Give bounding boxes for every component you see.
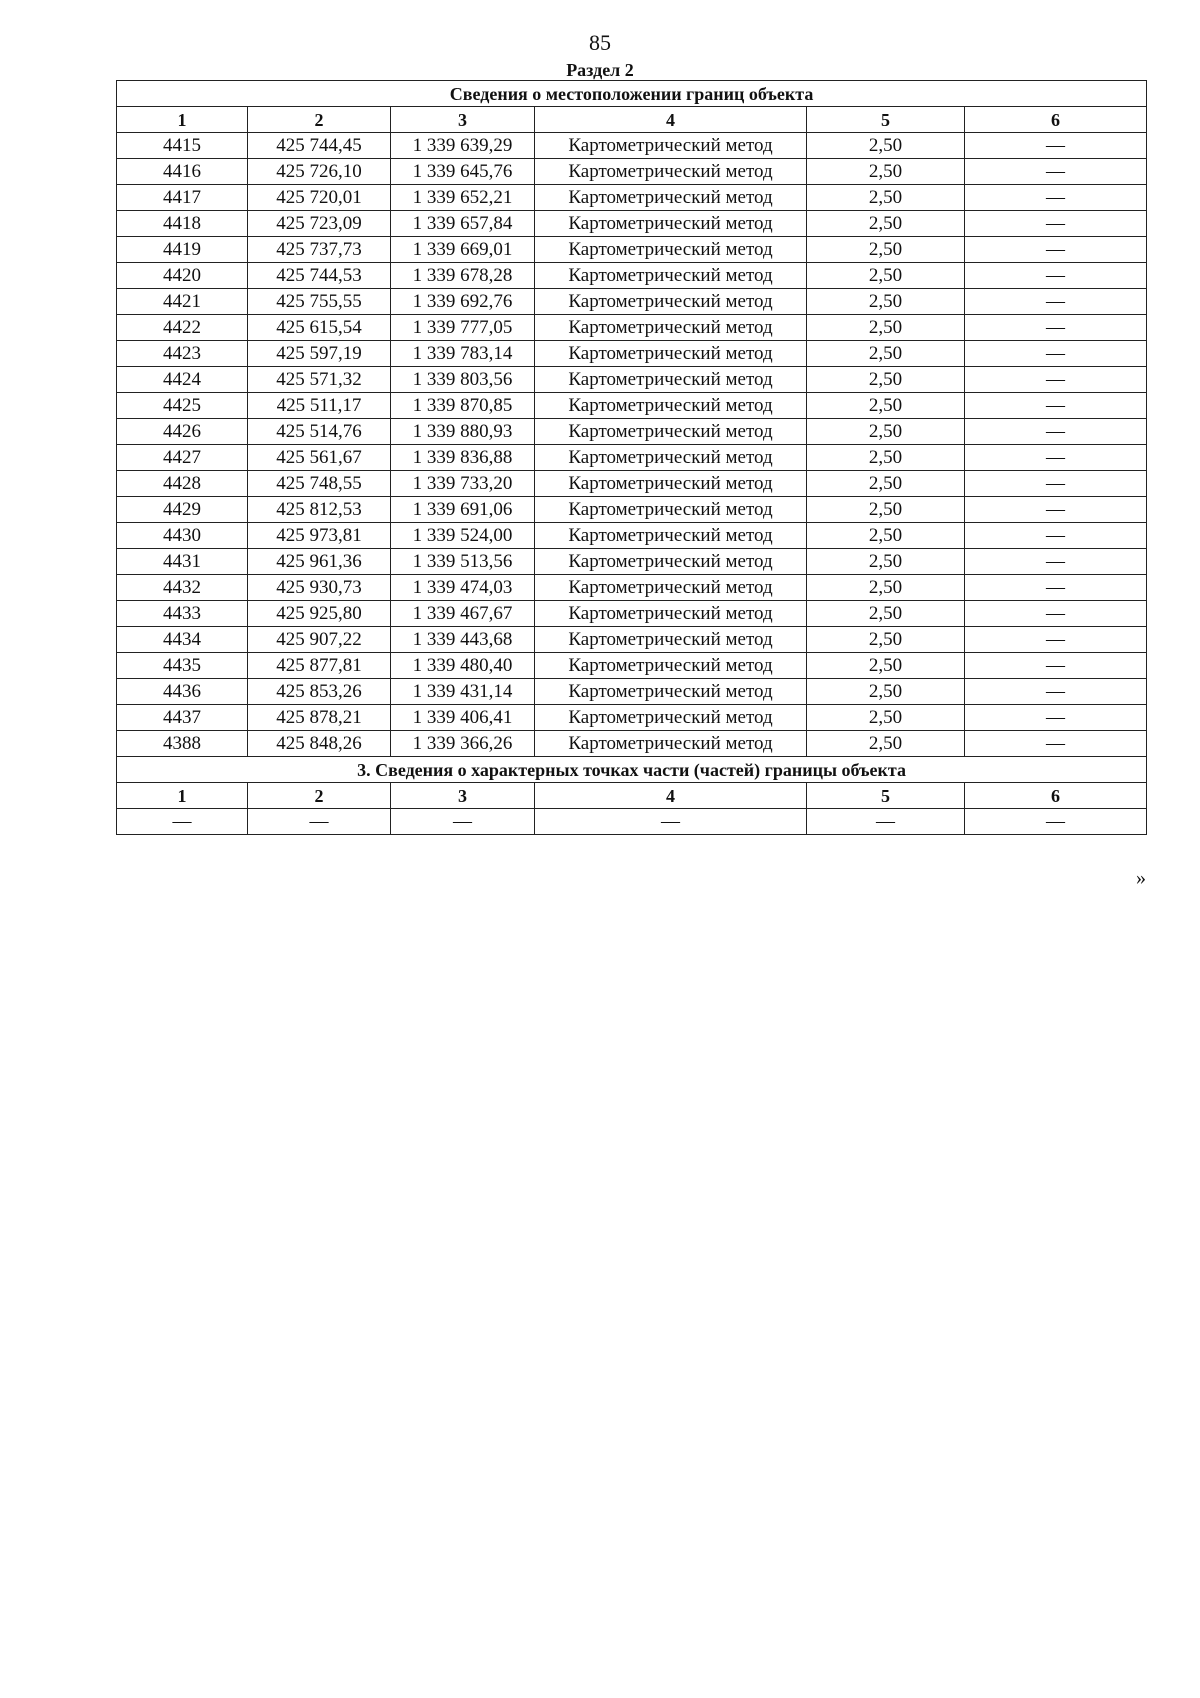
table-cell: 4388 bbox=[117, 731, 248, 757]
table-cell: — bbox=[965, 445, 1147, 471]
table-row bbox=[117, 705, 1147, 731]
table-cell: 1 339 406,41 bbox=[391, 705, 535, 731]
table-cell: 4434 bbox=[117, 627, 248, 653]
table-cell: 2,50 bbox=[807, 341, 965, 367]
table-cell: 5 bbox=[807, 783, 965, 809]
table-row bbox=[117, 653, 1147, 679]
table-cell: 1 339 474,03 bbox=[391, 575, 535, 601]
table-cell: — bbox=[965, 237, 1147, 263]
closing-quote: » bbox=[1136, 867, 1146, 889]
table-cell: 1 339 836,88 bbox=[391, 445, 535, 471]
table-cell: 2,50 bbox=[807, 601, 965, 627]
table-cell: 4436 bbox=[117, 679, 248, 705]
table-body bbox=[117, 81, 1147, 835]
table-cell: Картометрический метод bbox=[535, 185, 807, 211]
table-cell: 1 339 657,84 bbox=[391, 211, 535, 237]
table-cell: — bbox=[807, 809, 965, 835]
table-cell: Картометрический метод bbox=[535, 237, 807, 263]
column-number: 6 bbox=[965, 107, 1147, 133]
table-cell: 2,50 bbox=[807, 471, 965, 497]
table-row bbox=[117, 315, 1147, 341]
table-cell: — bbox=[535, 809, 807, 835]
table-row bbox=[117, 679, 1147, 705]
table-caption: Сведения о местоположении границ объекта bbox=[117, 81, 1147, 107]
table-cell: 2,50 bbox=[807, 393, 965, 419]
column-number: 3 bbox=[391, 107, 535, 133]
table-cell: 425 737,73 bbox=[248, 237, 391, 263]
table-cell: — bbox=[965, 133, 1147, 159]
table-row bbox=[117, 627, 1147, 653]
table-cell: 2,50 bbox=[807, 263, 965, 289]
table-row bbox=[117, 341, 1147, 367]
table-cell: 6 bbox=[965, 783, 1147, 809]
table-row bbox=[117, 445, 1147, 471]
table-cell: 2,50 bbox=[807, 549, 965, 575]
subsection-row bbox=[117, 809, 1147, 835]
table-cell: Картометрический метод bbox=[535, 159, 807, 185]
table-cell: 425 571,32 bbox=[248, 367, 391, 393]
table-cell: 425 973,81 bbox=[248, 523, 391, 549]
table-row bbox=[117, 289, 1147, 315]
table-cell: 1 339 480,40 bbox=[391, 653, 535, 679]
table-cell: Картометрический метод bbox=[535, 653, 807, 679]
table-cell: 2,50 bbox=[807, 705, 965, 731]
table-cell: 425 877,81 bbox=[248, 653, 391, 679]
table-cell: 1 339 652,21 bbox=[391, 185, 535, 211]
table-cell: 4420 bbox=[117, 263, 248, 289]
table-cell: 1 339 645,76 bbox=[391, 159, 535, 185]
table-cell: — bbox=[965, 289, 1147, 315]
table-cell: 4432 bbox=[117, 575, 248, 601]
table-cell: — bbox=[965, 549, 1147, 575]
table-cell: 425 744,45 bbox=[248, 133, 391, 159]
table-cell: 2 bbox=[248, 783, 391, 809]
table-cell: 1 339 443,68 bbox=[391, 627, 535, 653]
table-cell: 1 339 669,01 bbox=[391, 237, 535, 263]
table-cell: 4416 bbox=[117, 159, 248, 185]
table-cell: 2,50 bbox=[807, 185, 965, 211]
table-cell: 4418 bbox=[117, 211, 248, 237]
table-cell: Картометрический метод bbox=[535, 731, 807, 757]
table-cell: 4422 bbox=[117, 315, 248, 341]
table-cell: 2,50 bbox=[807, 367, 965, 393]
table-cell: Картометрический метод bbox=[535, 341, 807, 367]
table-cell: 425 514,76 bbox=[248, 419, 391, 445]
table-cell: — bbox=[965, 653, 1147, 679]
table-cell: Картометрический метод bbox=[535, 627, 807, 653]
table-cell: Картометрический метод bbox=[535, 419, 807, 445]
table-cell: 425 748,55 bbox=[248, 471, 391, 497]
table-cell: 1 339 733,20 bbox=[391, 471, 535, 497]
column-number: 2 bbox=[248, 107, 391, 133]
table-cell: 425 597,19 bbox=[248, 341, 391, 367]
table-cell: Картометрический метод bbox=[535, 679, 807, 705]
table-cell: 2,50 bbox=[807, 211, 965, 237]
subsection-column-number-row bbox=[117, 783, 1147, 809]
table-cell: — bbox=[965, 263, 1147, 289]
table-cell: — bbox=[965, 523, 1147, 549]
table-cell: 2,50 bbox=[807, 523, 965, 549]
table-row bbox=[117, 523, 1147, 549]
table-cell: 2,50 bbox=[807, 159, 965, 185]
table-cell: 4435 bbox=[117, 653, 248, 679]
table-cell: 2,50 bbox=[807, 627, 965, 653]
table-cell: 425 755,55 bbox=[248, 289, 391, 315]
table-cell: 425 878,21 bbox=[248, 705, 391, 731]
table-cell: Картометрический метод bbox=[535, 471, 807, 497]
table-row bbox=[117, 497, 1147, 523]
table-cell: 1 bbox=[117, 783, 248, 809]
table-cell: Картометрический метод bbox=[535, 315, 807, 341]
column-number: 4 bbox=[535, 107, 807, 133]
table-cell: — bbox=[965, 575, 1147, 601]
table-cell: Картометрический метод bbox=[535, 133, 807, 159]
table-cell: — bbox=[965, 185, 1147, 211]
table-row bbox=[117, 367, 1147, 393]
table-cell: 1 339 431,14 bbox=[391, 679, 535, 705]
table-cell: Картометрический метод bbox=[535, 367, 807, 393]
table-row bbox=[117, 419, 1147, 445]
table-cell: 1 339 870,85 bbox=[391, 393, 535, 419]
table-cell: 425 907,22 bbox=[248, 627, 391, 653]
table-cell: 2,50 bbox=[807, 731, 965, 757]
table-cell: — bbox=[965, 497, 1147, 523]
table-cell: 2,50 bbox=[807, 575, 965, 601]
table-cell: 425 615,54 bbox=[248, 315, 391, 341]
table-cell: 1 339 783,14 bbox=[391, 341, 535, 367]
table-cell: — bbox=[248, 809, 391, 835]
table-cell: Картометрический метод bbox=[535, 601, 807, 627]
table-cell: 4415 bbox=[117, 133, 248, 159]
subsection-caption: 3. Сведения о характерных точках части (частей) границы объекта bbox=[117, 757, 1147, 783]
table-cell: — bbox=[965, 627, 1147, 653]
table-cell: — bbox=[117, 809, 248, 835]
table-cell: 2,50 bbox=[807, 653, 965, 679]
table-cell: 2,50 bbox=[807, 133, 965, 159]
table-cell: 2,50 bbox=[807, 679, 965, 705]
table-cell: 1 339 692,76 bbox=[391, 289, 535, 315]
table-cell: Картометрический метод bbox=[535, 263, 807, 289]
table-row bbox=[117, 393, 1147, 419]
table-cell: — bbox=[965, 471, 1147, 497]
table-cell: 1 339 513,56 bbox=[391, 549, 535, 575]
table-row bbox=[117, 549, 1147, 575]
table-cell: — bbox=[965, 159, 1147, 185]
table-cell: 4431 bbox=[117, 549, 248, 575]
table-cell: 4429 bbox=[117, 497, 248, 523]
table-cell: — bbox=[965, 809, 1147, 835]
column-number: 1 bbox=[117, 107, 248, 133]
table-cell: 425 848,26 bbox=[248, 731, 391, 757]
table-cell: 1 339 639,29 bbox=[391, 133, 535, 159]
table-row bbox=[117, 471, 1147, 497]
table-cell: — bbox=[965, 211, 1147, 237]
table-caption-row bbox=[117, 81, 1147, 107]
table-cell: — bbox=[965, 341, 1147, 367]
table-cell: — bbox=[965, 367, 1147, 393]
table-cell: 425 961,36 bbox=[248, 549, 391, 575]
table-cell: 4425 bbox=[117, 393, 248, 419]
table-cell: — bbox=[965, 731, 1147, 757]
table-cell: 2,50 bbox=[807, 497, 965, 523]
table-cell: 4430 bbox=[117, 523, 248, 549]
table-cell: — bbox=[965, 705, 1147, 731]
table-cell: Картометрический метод bbox=[535, 211, 807, 237]
table-cell: 425 925,80 bbox=[248, 601, 391, 627]
column-number-row bbox=[117, 107, 1147, 133]
table-cell: 1 339 524,00 bbox=[391, 523, 535, 549]
table-cell: Картометрический метод bbox=[535, 497, 807, 523]
table-cell: — bbox=[965, 393, 1147, 419]
table-cell: Картометрический метод bbox=[535, 549, 807, 575]
table-cell: 4417 bbox=[117, 185, 248, 211]
table-cell: 425 561,67 bbox=[248, 445, 391, 471]
table-cell: Картометрический метод bbox=[535, 523, 807, 549]
table-cell: Картометрический метод bbox=[535, 705, 807, 731]
table-row bbox=[117, 211, 1147, 237]
table-row bbox=[117, 185, 1147, 211]
table-cell: 2,50 bbox=[807, 445, 965, 471]
table-cell: 1 339 803,56 bbox=[391, 367, 535, 393]
table-row bbox=[117, 159, 1147, 185]
table-cell: 425 853,26 bbox=[248, 679, 391, 705]
table-cell: 1 339 880,93 bbox=[391, 419, 535, 445]
table-cell: Картометрический метод bbox=[535, 289, 807, 315]
table-cell: — bbox=[965, 679, 1147, 705]
table-cell: 4428 bbox=[117, 471, 248, 497]
table-cell: 4421 bbox=[117, 289, 248, 315]
section-title: Раздел 2 bbox=[566, 60, 634, 80]
column-number: 5 bbox=[807, 107, 965, 133]
table-cell: 4423 bbox=[117, 341, 248, 367]
table-cell: 425 723,09 bbox=[248, 211, 391, 237]
table-cell: — bbox=[965, 419, 1147, 445]
table-cell: 2,50 bbox=[807, 419, 965, 445]
table-cell: 4433 bbox=[117, 601, 248, 627]
table-cell: 425 726,10 bbox=[248, 159, 391, 185]
page-number: 85 bbox=[589, 30, 611, 55]
table-cell: 425 511,17 bbox=[248, 393, 391, 419]
table-cell: 2,50 bbox=[807, 315, 965, 341]
table-row bbox=[117, 731, 1147, 757]
table-cell: 4437 bbox=[117, 705, 248, 731]
table-row bbox=[117, 601, 1147, 627]
table-cell: 4426 bbox=[117, 419, 248, 445]
table-row bbox=[117, 575, 1147, 601]
table-cell: 4 bbox=[535, 783, 807, 809]
table-cell: Картометрический метод bbox=[535, 575, 807, 601]
table-cell: Картометрический метод bbox=[535, 445, 807, 471]
table-row bbox=[117, 133, 1147, 159]
table-cell: 2,50 bbox=[807, 289, 965, 315]
subsection-caption-row bbox=[117, 757, 1147, 783]
table-cell: 425 930,73 bbox=[248, 575, 391, 601]
table-cell: 1 339 678,28 bbox=[391, 263, 535, 289]
table-cell: 2,50 bbox=[807, 237, 965, 263]
table-row bbox=[117, 237, 1147, 263]
table-cell: 3 bbox=[391, 783, 535, 809]
table-cell: 4424 bbox=[117, 367, 248, 393]
table-cell: 425 744,53 bbox=[248, 263, 391, 289]
table-cell: 425 812,53 bbox=[248, 497, 391, 523]
table-cell: 1 339 467,67 bbox=[391, 601, 535, 627]
table-cell: 425 720,01 bbox=[248, 185, 391, 211]
boundaries-table bbox=[116, 80, 1147, 835]
table-cell: Картометрический метод bbox=[535, 393, 807, 419]
table-cell: — bbox=[965, 601, 1147, 627]
table-cell: — bbox=[391, 809, 535, 835]
table-cell: 1 339 366,26 bbox=[391, 731, 535, 757]
table-row bbox=[117, 263, 1147, 289]
table-cell: 1 339 777,05 bbox=[391, 315, 535, 341]
table-cell: 4427 bbox=[117, 445, 248, 471]
table-cell: 1 339 691,06 bbox=[391, 497, 535, 523]
table-cell: — bbox=[965, 315, 1147, 341]
table-cell: 4419 bbox=[117, 237, 248, 263]
